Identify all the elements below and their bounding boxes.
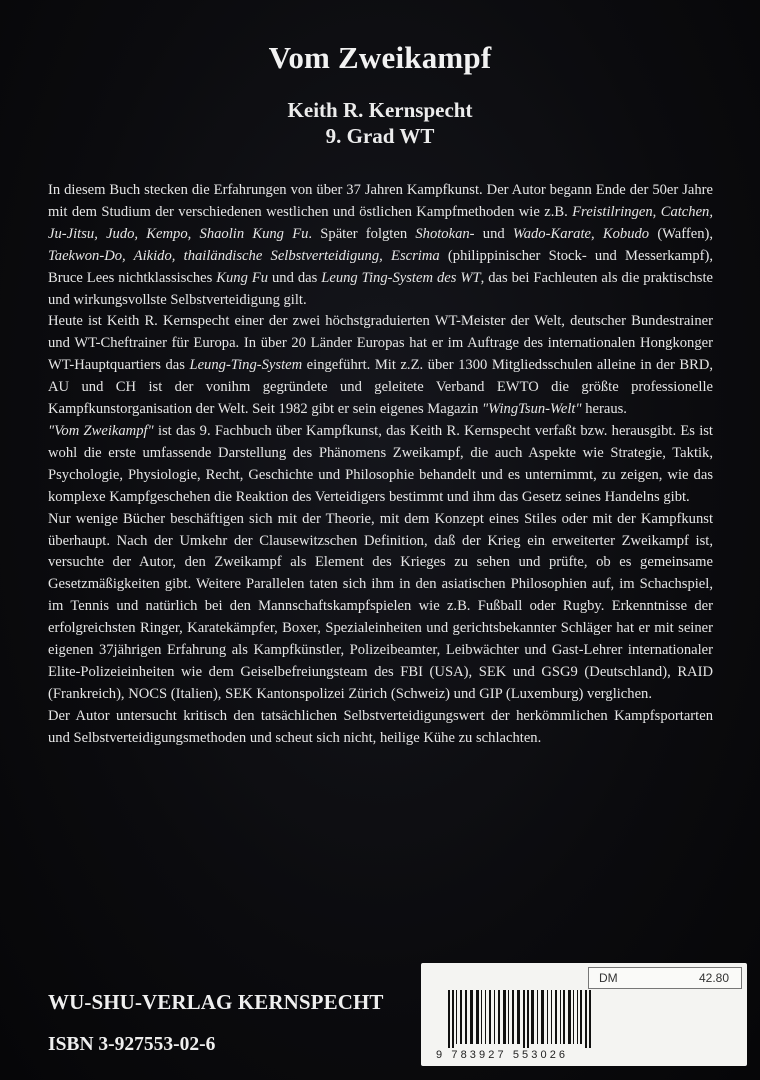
text-run: Nur wenige Bücher beschäftigen sich mit der Theorie, mit dem Konzept eines Stiles oder mit der Kampfkunst überhaupt. Nach der Umkehr der Clausewitzschen Definition, daß der Krieg ein erweiterter Zweikampf ist, versuchte der Autor, den Zweikampf als Element des Krieges zu sehen und prüfte, ob es gemeinsame Gesetzmäßigkeiten gibt. Weitere Parallelen taten sich ihm in den asiatischen Philosophien auf, im Schachspiel, im Tennis und natürlich bei den Mannschaftskampfspielen wie z.B. Fußball oder Rugby. Erkenntnisse der erfolgreichsten Ringer, Karatekämpfer, Boxer, Spezialeinheiten und gerichtsbekannter Schläger hat er mit seiner eigenen 37jährigen Erfahrung als Kampfkünstler, Polizeibeamter, Leibwächter und Gast-Lehrer internationaler Elite-Polizeieinheiten wie dem Geiselbefreiungsteam des FBI (USA), SEK und GSG9 (Deutschland), RAID (Frankreich), NOCS (Italien), SEK Kantonspolizei Zürich (Schweiz) und GIP (Luxemburg) verglichen. <box>48 510 713 702</box>
barcode-bar <box>460 990 462 1044</box>
italic-term: Leung-Ting-System <box>189 357 303 374</box>
barcode-digits: 9 783927 553026 <box>436 1049 569 1061</box>
italic-term: Taekwon-Do, Aikido, thailändische Selbstverteidigung, Escrima <box>48 247 440 264</box>
text-run: In diesem Buch stecken die Erfahrungen von über 37 Jahren Kampfkunst. Der Autor begann Ende der 50er Jahre mit dem Studium der verschiedenen westlichen und östlichen Kampfmethoden wie z.B. <box>48 182 713 220</box>
author-name: Keith R. Kernspecht <box>287 98 473 122</box>
barcode-bar <box>476 990 479 1044</box>
barcode-bar <box>568 990 571 1044</box>
blurb-paragraph <box>48 311 713 421</box>
italic-term: Wado-Karate <box>512 225 591 242</box>
barcode-bar <box>494 990 495 1044</box>
barcode-bar <box>523 990 525 1048</box>
text-run: , <box>591 225 603 242</box>
barcode-bar <box>537 990 538 1044</box>
barcode-bar <box>452 990 454 1048</box>
barcode-bar <box>489 990 491 1044</box>
text-run: (philippinischer Stock- und Messerkampf), Bruce Lees nichtklassisches <box>48 247 713 286</box>
book-title: Vom Zweikampf <box>268 40 492 75</box>
barcode-bar <box>551 990 552 1044</box>
text-run: und das <box>268 269 322 286</box>
barcode-bar <box>541 990 544 1044</box>
text-run: . Später folgten <box>308 225 416 242</box>
price-amount: 42.80 <box>698 971 729 985</box>
barcode-bar <box>555 990 557 1044</box>
text-run: Heute ist Keith R. Kernspecht einer der zwei höchstgraduierten WT-Meister der Welt, deutscher Bundestrainer und WT-Cheftrainer für Europa. In über 20 Länder Europas hat er im Auftrage des internationalen Hongkonger WT-Hauptquartiers das <box>48 313 713 374</box>
barcode-bar <box>512 990 514 1044</box>
text-run: und <box>474 225 513 242</box>
text-run: eingeführt. Mit z.Z. über 1300 Mitgliedsschulen alleine in der BRD, AU und CH ist der vonihm gegründete und geleitete Verband EWTO die größte professionelle Kampfkunstorganisation der Welt. Seit 1982 gibt er sein eigenes Magazin <box>48 357 714 418</box>
italic-term: Freistilringen, Catchen, Ju-Jitsu, Judo, Kempo, Shaolin Kung Fu <box>48 203 713 242</box>
barcode-bar <box>589 990 591 1048</box>
barcode-bar <box>577 990 578 1044</box>
price-currency: DM <box>599 971 618 985</box>
barcode-bar <box>470 990 473 1044</box>
publisher-name: WU-SHU-VERLAG KERNSPECHT <box>48 990 384 1014</box>
barcode-bar <box>517 990 520 1044</box>
text-run: , das bei Fachleuten als die praktischste und wirkungsvollste Selbstverteidigung gilt. <box>48 269 713 308</box>
barcode-bar <box>563 990 565 1044</box>
barcode-bar <box>448 990 450 1048</box>
price-box <box>588 967 742 989</box>
blurb-paragraph <box>48 706 713 750</box>
barcode-bar <box>560 990 561 1044</box>
italic-term: "WingTsun-Welt" <box>481 401 582 418</box>
italic-term: Shotokan- <box>415 225 475 242</box>
blurb-text <box>48 180 713 750</box>
blurb-paragraph <box>48 421 713 509</box>
barcode-bar <box>573 990 574 1044</box>
blurb-paragraph <box>48 180 713 311</box>
barcode-bar <box>531 990 534 1044</box>
barcode-bar <box>498 990 500 1044</box>
barcode-bars <box>446 990 742 1048</box>
barcode-bar <box>580 990 582 1044</box>
barcode-bar <box>481 990 482 1044</box>
barcode-bar <box>503 990 506 1044</box>
italic-term: Kung Fu <box>216 269 269 286</box>
italic-term: "Vom Zweikampf" <box>48 422 154 439</box>
text-run: ist das 9. Fachbuch über Kampfkunst, das Keith R. Kernspecht verfaßt bzw. herausgibt. Es ist wohl die erste umfassende Darstellung des Phänomens Zweikampf, die auch Aspekte wie Strategie, Taktik, Psychologie, Physiologie, Recht, Geschichte und Philosophie behandelt und es unternimmt, zu zeigen, wie das komplexe Kampfgeschehen die Reaktion des Verteidigers bestimmt und ihm das Gesetz seines Handelns gibt. <box>48 422 713 505</box>
barcode-bar <box>485 990 486 1044</box>
text-run: heraus. <box>581 401 627 418</box>
author-grade: 9. Grad WT <box>325 124 435 148</box>
isbn-number: ISBN 3-927553-02-6 <box>48 1034 216 1055</box>
barcode-bar <box>508 990 509 1044</box>
blurb-paragraph <box>48 509 713 706</box>
italic-term: Leung Ting-System des WT <box>321 269 481 286</box>
barcode-bar <box>585 990 587 1048</box>
barcode-bar <box>527 990 529 1048</box>
barcode-bar <box>465 990 467 1044</box>
text-run: Der Autor untersucht kritisch den tatsächlichen Selbstverteidigungswert der herkömmlichen Kampfsportarten und Selbstverteidigungsmethoden und scheut sich nicht, heilige Kühe zu schlachten. <box>48 707 713 746</box>
barcode-bar <box>547 990 548 1044</box>
text-run: (Waffen), <box>649 225 713 242</box>
italic-term: Kobudo <box>602 225 650 242</box>
barcode-bar <box>456 990 457 1044</box>
